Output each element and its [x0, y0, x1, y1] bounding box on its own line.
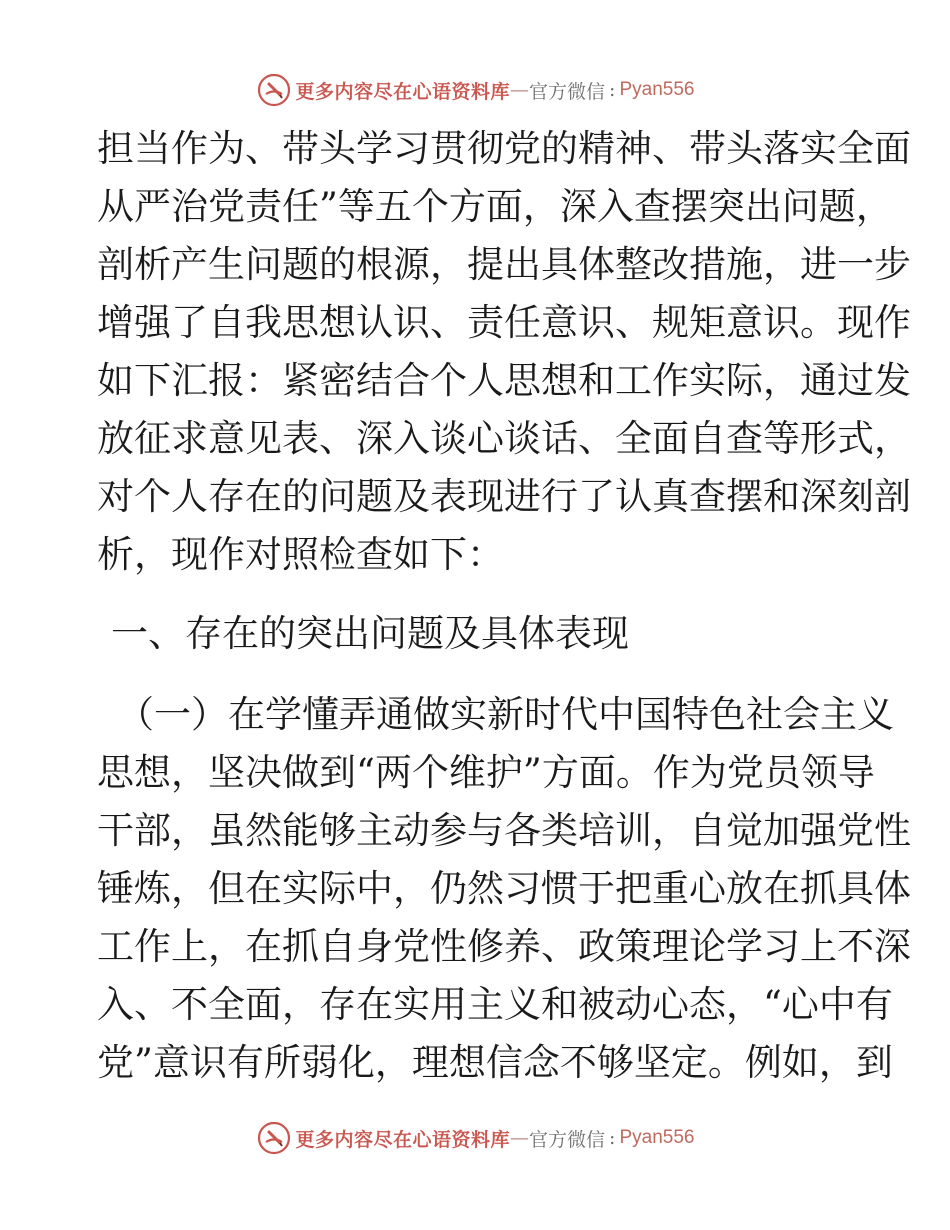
paragraph-line: 工作上，在抓自身党性修养、政策理论学习上不深 [97, 925, 911, 968]
book-pen-logo-icon [256, 72, 292, 108]
banner-brand-text: 更多内容尽在心语资料库 [295, 80, 511, 103]
banner-colon: : [609, 79, 616, 101]
section-heading: 一、存在的突出问题及具体表现 [111, 612, 629, 655]
book-pen-logo-icon [256, 1120, 292, 1156]
banner-dash: — [510, 79, 530, 101]
header-banner [0, 70, 950, 110]
footer-banner [0, 1118, 950, 1158]
document-body [97, 120, 911, 1092]
banner-dash: — [510, 1127, 530, 1149]
paragraph-line: （一）在学懂弄通做实新时代中国特色社会主义 [117, 693, 894, 736]
paragraph-line: 入、不全面，存在实用主义和被动心态，“心中有 [97, 983, 893, 1026]
banner-colon: : [609, 1127, 616, 1149]
paragraph-line: 析，现作对照检查如下： [97, 533, 504, 576]
paragraph-line: 干部，虽然能够主动参与各类培训，自觉加强党性 [97, 809, 911, 852]
paragraph-line: 放征求意见表、深入谈心谈话、全面自查等形式， [97, 417, 911, 460]
banner-wechat-id: Pyan556 [619, 1127, 695, 1148]
paragraph-line: 如下汇报：紧密结合个人思想和工作实际，通过发 [97, 359, 911, 402]
paragraph-line: 增强了自我思想认识、责任意识、规矩意识。现作 [97, 301, 911, 344]
banner-brand-text: 更多内容尽在心语资料库 [295, 1128, 511, 1151]
paragraph-line: 党”意识有所弱化，理想信念不够坚定。例如，到 [97, 1041, 893, 1084]
banner-wechat-id: Pyan556 [619, 79, 695, 100]
paragraph-line: 从严治党责任”等五个方面，深入查摆突出问题， [97, 185, 893, 228]
paragraph-line: 思想，坚决做到“两个维护”方面。作为党员领导 [97, 751, 875, 794]
paragraph-line: 剖析产生问题的根源，提出具体整改措施，进一步 [97, 243, 911, 286]
paragraph-line: 担当作为、带头学习贯彻党的精神、带头落实全面 [97, 127, 911, 170]
paragraph-line: 锤炼，但在实际中，仍然习惯于把重心放在抓具体 [97, 867, 911, 910]
banner-wechat-label: 官方微信 [529, 80, 606, 103]
banner-wechat-label: 官方微信 [529, 1128, 606, 1151]
paragraph-line: 对个人存在的问题及表现进行了认真查摆和深刻剖 [97, 475, 911, 518]
